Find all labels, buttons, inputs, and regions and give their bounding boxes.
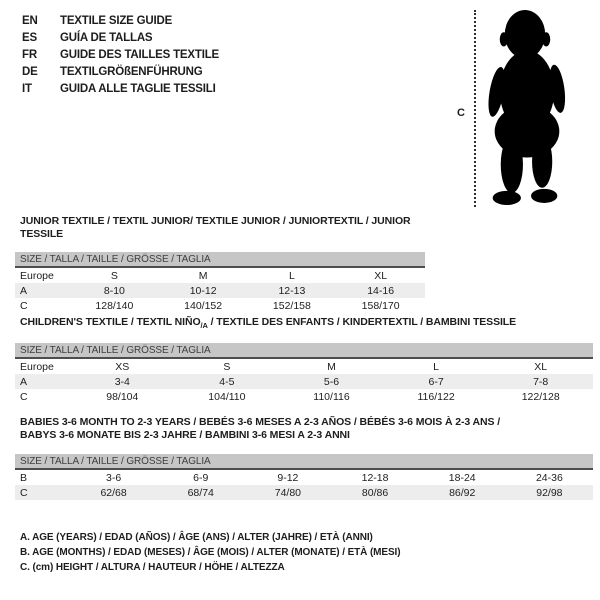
height-measure-label: C bbox=[457, 107, 465, 119]
size-value-cell: 110/116 bbox=[313, 390, 350, 403]
language-row-es bbox=[22, 30, 219, 47]
table-row bbox=[15, 374, 593, 389]
size-value-cell: 6-7 bbox=[428, 375, 444, 388]
row-label: A bbox=[20, 375, 28, 388]
height-measure-dotted-line bbox=[474, 10, 476, 207]
size-value-cell: 98/104 bbox=[106, 390, 139, 403]
size-value-cell: M bbox=[198, 269, 208, 282]
language-code: DE bbox=[22, 66, 38, 78]
row-label: Europe bbox=[20, 269, 54, 282]
row-label: C bbox=[20, 299, 28, 312]
size-value-cell: 14-16 bbox=[367, 284, 395, 297]
table-row bbox=[15, 389, 593, 404]
table-row bbox=[15, 359, 593, 374]
language-title: TEXTILE SIZE GUIDE bbox=[60, 15, 173, 27]
section-title bbox=[20, 316, 593, 332]
language-row-en bbox=[22, 13, 219, 30]
size-value-cell: 62/68 bbox=[100, 486, 127, 499]
size-value-cell: 5-6 bbox=[323, 375, 340, 388]
footnote-c: C. (cm) HEIGHT / ALTURA / HAUTEUR / HÖHE / ALTEZZA bbox=[20, 562, 285, 573]
size-value-cell: 6-9 bbox=[193, 471, 209, 484]
section-title-line2: BABYS 3-6 MONATE BIS 2-3 JAHRE / BAMBINI 3-6 MESI A 2-3 ANNI bbox=[20, 429, 350, 441]
size-value-cell: 9-12 bbox=[277, 471, 299, 484]
language-code: EN bbox=[22, 15, 38, 27]
language-code: FR bbox=[22, 49, 37, 61]
row-label: C bbox=[20, 390, 28, 403]
language-title: GUIDA ALLE TAGLIE TESSILI bbox=[60, 83, 216, 95]
size-value-cell: 152/158 bbox=[272, 299, 311, 312]
language-title: GUIDE DES TAILLES TEXTILE bbox=[60, 49, 219, 61]
size-value-cell: 158/170 bbox=[361, 299, 400, 312]
table-row bbox=[15, 470, 593, 485]
section-title-subscript: /A bbox=[200, 321, 208, 331]
row-label: Europe bbox=[20, 360, 54, 373]
size-value-cell: 7-8 bbox=[533, 375, 549, 388]
row-label: B bbox=[20, 471, 28, 484]
language-row-de bbox=[22, 64, 219, 81]
section-title-text: CHILDREN'S TEXTILE / TEXTIL NIÑO bbox=[20, 316, 201, 328]
size-value-cell: 18-24 bbox=[448, 471, 476, 484]
size-value-cell: 24-36 bbox=[535, 471, 563, 484]
size-value-cell: S bbox=[110, 269, 118, 282]
size-value-cell: 3-4 bbox=[114, 375, 130, 388]
size-value-cell: 122/128 bbox=[521, 390, 560, 403]
section-title-text: / TEXTILE DES ENFANTS / KINDERTEXTIL / BAMBINI TESSILE bbox=[207, 316, 517, 328]
row-label: C bbox=[20, 486, 28, 499]
babies-size-table bbox=[15, 470, 593, 500]
baby-silhouette bbox=[483, 8, 571, 207]
size-value-cell: 86/92 bbox=[449, 486, 476, 499]
size-value-cell: 10-12 bbox=[189, 284, 217, 297]
junior-size-table bbox=[15, 268, 425, 313]
footnote-b: B. AGE (MONTHS) / EDAD (MESES) / ÂGE (MOIS) / ALTER (MONATE) / ETÀ (MESI) bbox=[20, 547, 401, 558]
size-value-cell: 80/86 bbox=[361, 486, 389, 499]
size-value-cell: 12-13 bbox=[278, 284, 306, 297]
language-code: ES bbox=[22, 32, 37, 44]
footnotes bbox=[20, 530, 400, 575]
section-children-textile bbox=[15, 316, 593, 404]
size-header-bar: SIZE / TALLA / TAILLE / GRÖSSE / TAGLIA bbox=[15, 454, 593, 470]
size-value-cell: L bbox=[288, 269, 295, 282]
size-value-cell: 104/110 bbox=[208, 390, 246, 403]
language-row-fr bbox=[22, 47, 219, 64]
size-value-cell: 128/140 bbox=[95, 299, 134, 312]
size-value-cell: 4-5 bbox=[219, 375, 235, 388]
size-value-cell: XL bbox=[534, 360, 548, 373]
table-row bbox=[15, 268, 425, 283]
size-value-cell: M bbox=[327, 360, 336, 373]
language-code: IT bbox=[22, 83, 32, 95]
children-size-table bbox=[15, 359, 593, 404]
section-title bbox=[20, 416, 593, 442]
size-value-cell: 8-10 bbox=[103, 284, 125, 297]
section-babies-textile bbox=[15, 416, 593, 500]
size-value-cell: XS bbox=[115, 360, 130, 373]
size-header-bar: SIZE / TALLA / TAILLE / GRÖSSE / TAGLIA bbox=[15, 343, 593, 359]
size-value-cell: 74/80 bbox=[274, 486, 302, 499]
language-title: GUÍA DE TALLAS bbox=[60, 32, 153, 44]
table-row bbox=[15, 485, 593, 500]
row-label: A bbox=[20, 284, 28, 297]
size-value-cell: S bbox=[223, 360, 231, 373]
size-value-cell: 140/152 bbox=[184, 299, 223, 312]
size-value-cell: XL bbox=[374, 269, 388, 282]
language-title: TEXTILGRÖßENFÜHRUNG bbox=[60, 66, 203, 78]
section-title: JUNIOR TEXTILE / TEXTIL JUNIOR/ TEXTILE JUNIOR / JUNIORTEXTIL / JUNIOR TESSILE bbox=[20, 215, 411, 240]
table-row bbox=[15, 283, 425, 298]
size-value-cell: L bbox=[433, 360, 439, 373]
size-value-cell: 116/122 bbox=[417, 390, 455, 403]
section-title-line1: BABIES 3-6 MONTH TO 2-3 YEARS / BEBÉS 3-6 MESES A 2-3 AÑOS / BÉBÉS 3-6 MOIS À 2-3 ANS / bbox=[20, 416, 501, 428]
size-value-cell: 92/98 bbox=[536, 486, 563, 499]
size-value-cell: 12-18 bbox=[361, 471, 389, 484]
size-header-bar: SIZE / TALLA / TAILLE / GRÖSSE / TAGLIA bbox=[15, 252, 425, 268]
footnote-a: A. AGE (YEARS) / EDAD (AÑOS) / ÂGE (ANS) / ALTER (JAHRE) / ETÀ (ANNI) bbox=[20, 532, 373, 543]
language-row-it bbox=[22, 81, 219, 98]
language-list bbox=[22, 13, 219, 98]
size-value-cell: 3-6 bbox=[105, 471, 122, 484]
size-value-cell: 68/74 bbox=[187, 486, 214, 499]
section-junior-textile bbox=[15, 215, 425, 313]
table-row bbox=[15, 298, 425, 313]
